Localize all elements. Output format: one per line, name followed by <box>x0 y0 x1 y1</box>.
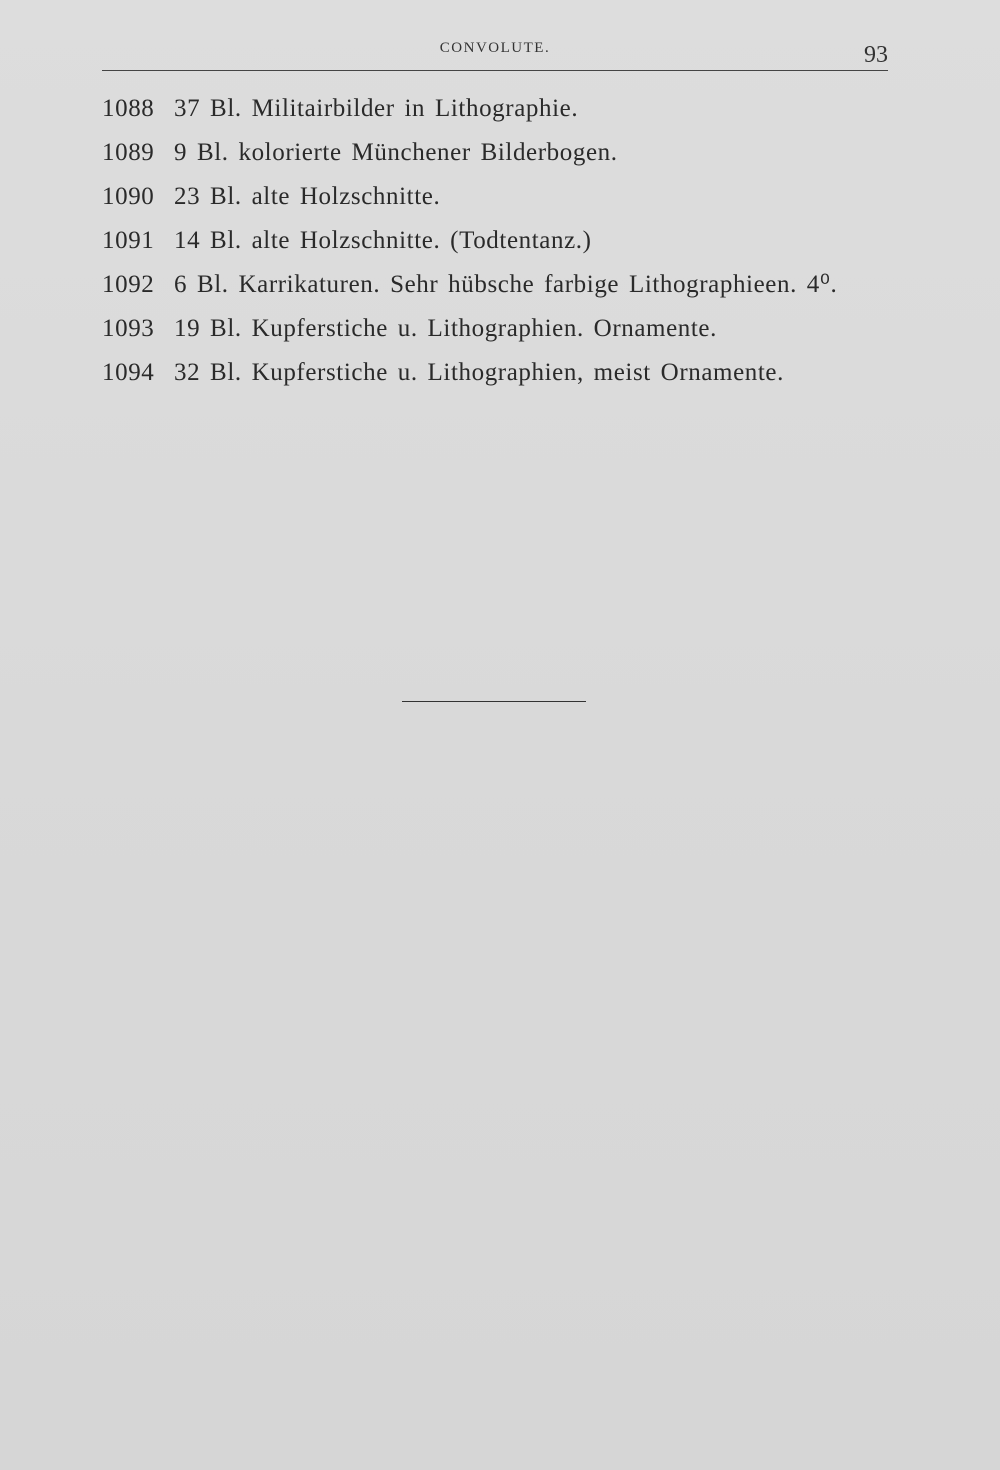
entry-description: 32 Bl. Kupferstiche u. Lithographien, meist Ornamente. <box>174 359 784 386</box>
catalog-entry <box>102 92 888 126</box>
section-title: CONVOLUTE. <box>439 40 551 56</box>
entry-description: 23 Bl. alte Holzschnitte. <box>174 183 441 210</box>
catalog-entry <box>102 268 888 302</box>
entry-description: 14 Bl. alte Holzschnitte. (Todtentanz.) <box>174 227 592 254</box>
entry-number: 1092 <box>102 271 155 298</box>
entry-number: 1090 <box>102 183 155 210</box>
section-end-rule <box>402 701 586 702</box>
entry-number: 1093 <box>102 315 155 342</box>
entry-description: 9 Bl. kolorierte Münchener Bilderbogen. <box>174 139 618 166</box>
catalog-entry <box>102 356 888 390</box>
catalog-entries <box>102 92 888 400</box>
entry-description: 37 Bl. Militairbilder in Lithographie. <box>174 95 579 122</box>
page-number: 93 <box>864 42 888 68</box>
header-rule <box>102 70 888 71</box>
running-head <box>102 38 888 72</box>
entry-description: 6 Bl. Karrikaturen. Sehr hübsche farbige Lithographieen. 4⁰. <box>174 271 838 298</box>
catalog-entry <box>102 224 888 258</box>
entry-number: 1091 <box>102 227 155 254</box>
entry-number: 1094 <box>102 359 155 386</box>
entry-description: 19 Bl. Kupferstiche u. Lithographien. Ornamente. <box>174 315 717 342</box>
catalog-entry <box>102 312 888 346</box>
catalog-entry <box>102 180 888 214</box>
catalog-entry <box>102 136 888 170</box>
entry-number: 1088 <box>102 95 155 122</box>
entry-number: 1089 <box>102 139 155 166</box>
